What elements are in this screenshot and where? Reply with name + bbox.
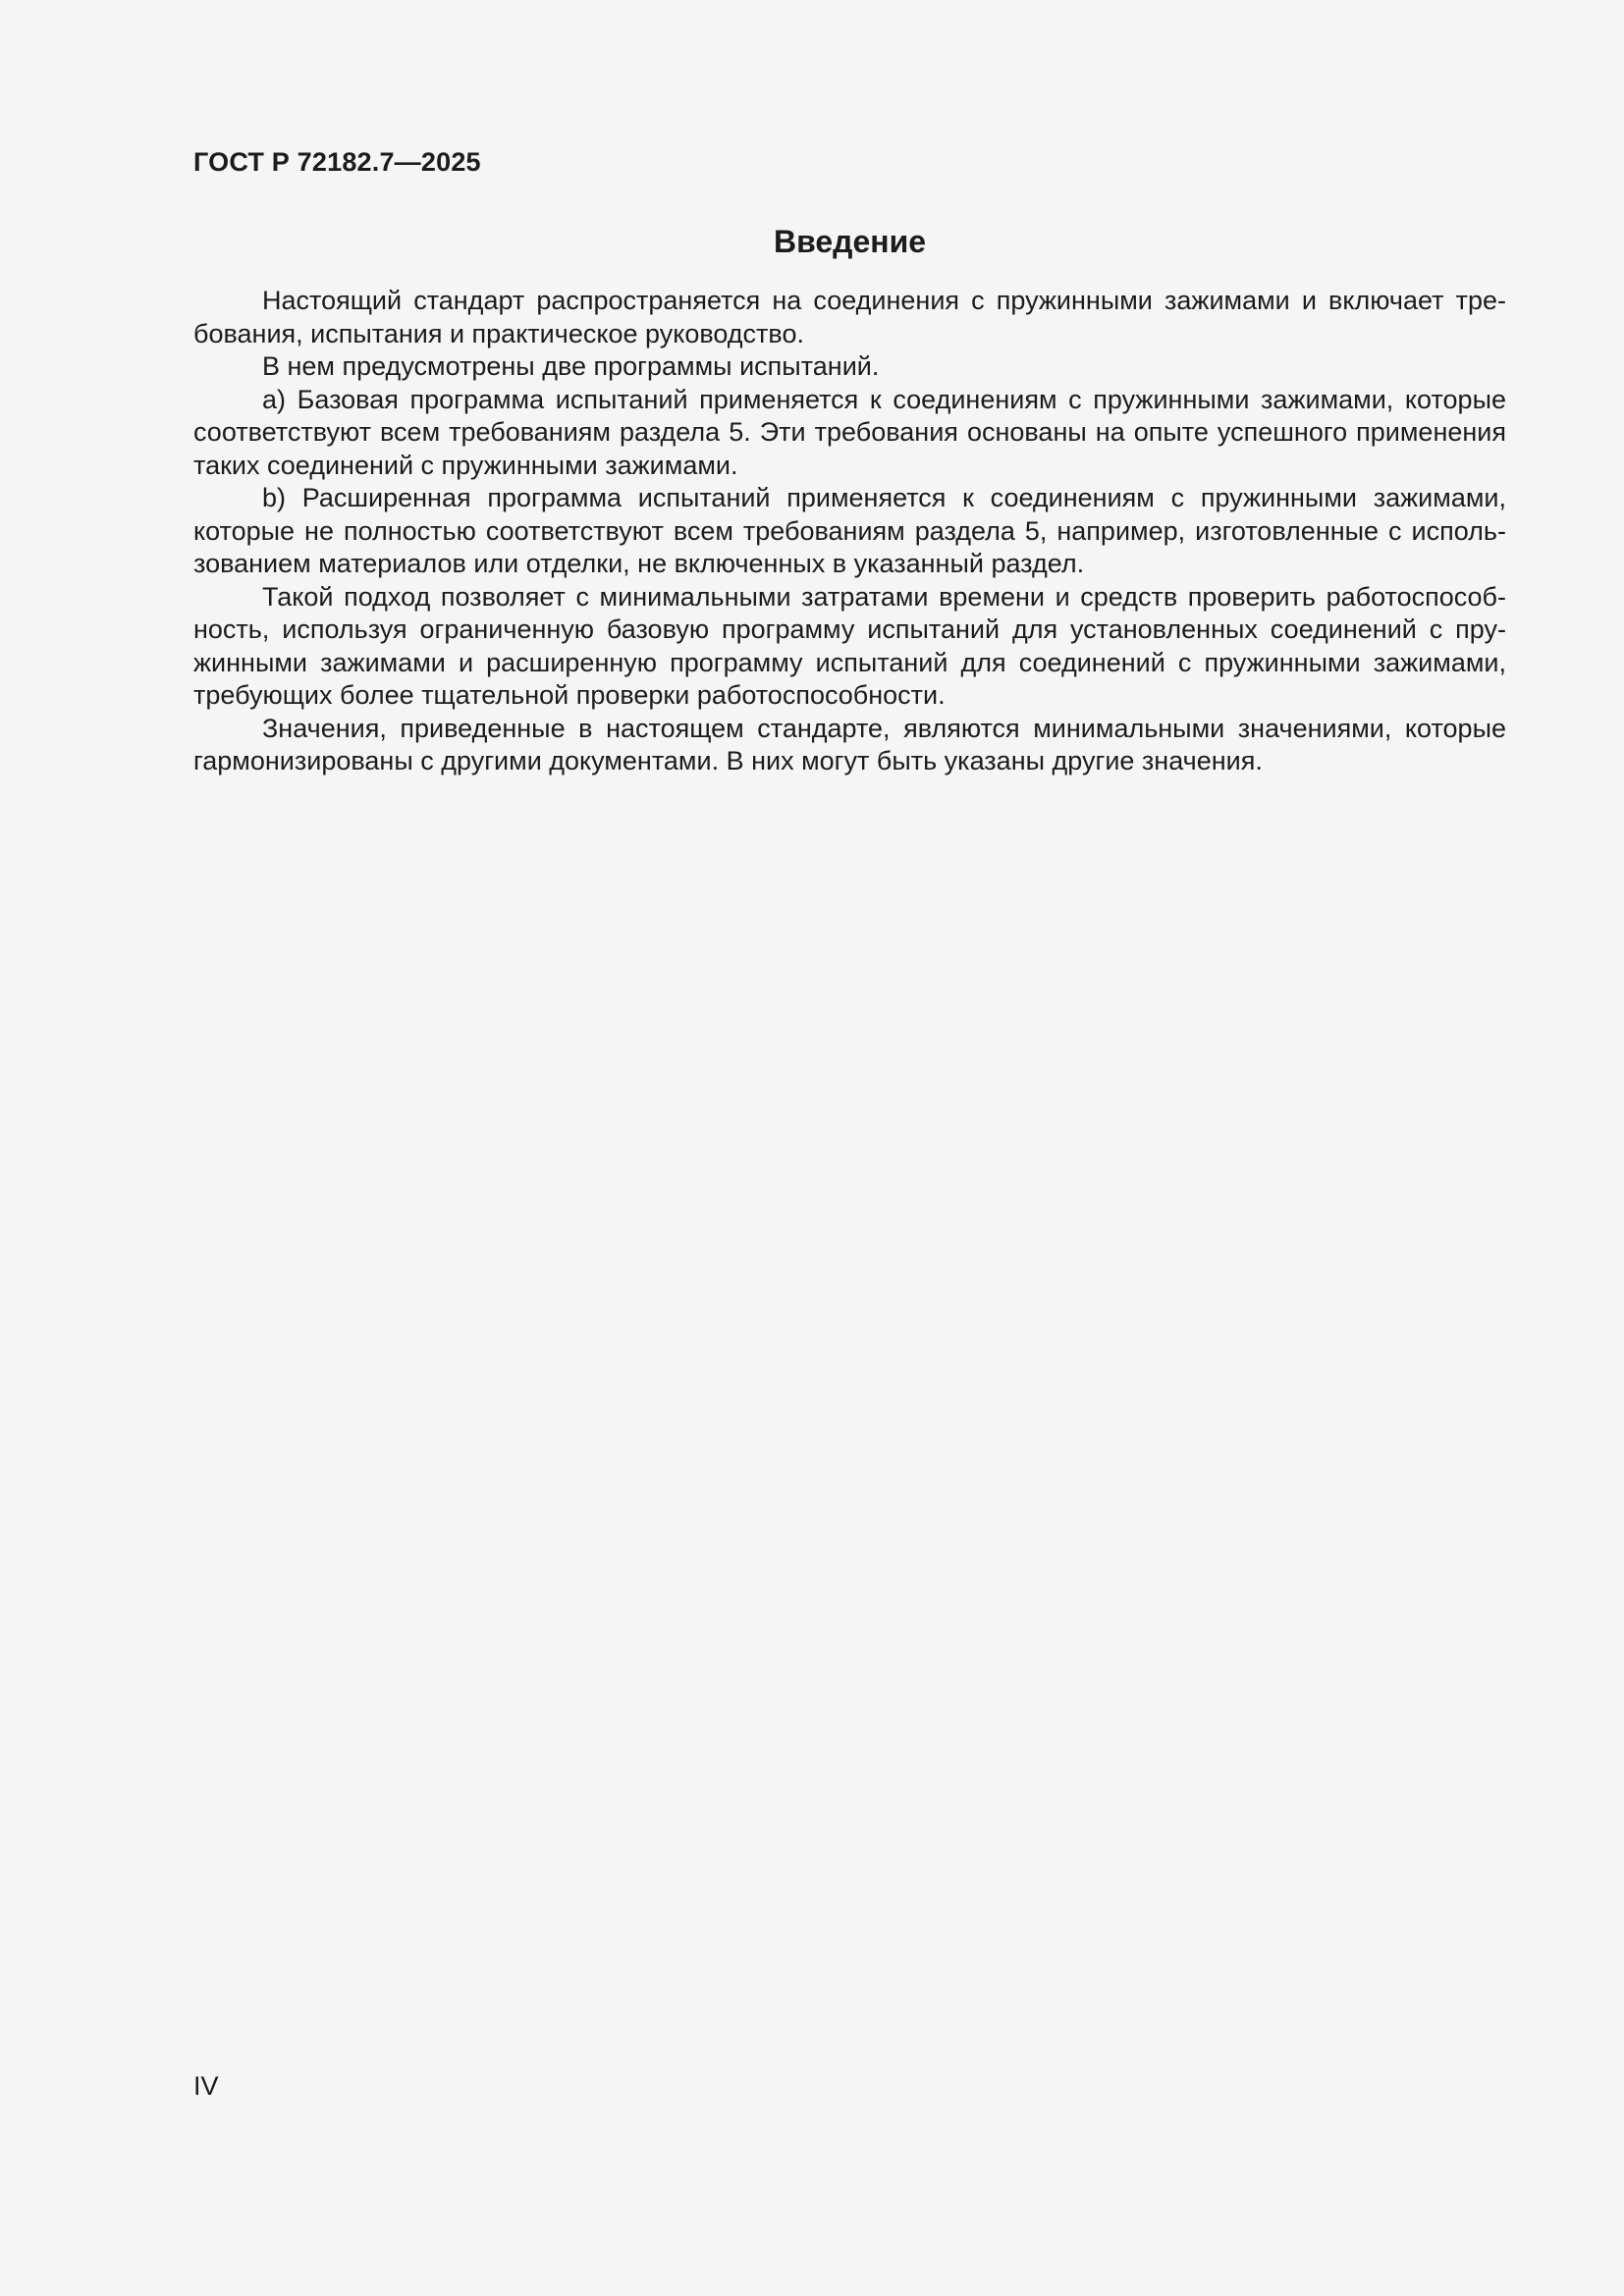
paragraph-approach: Такой подход позволяет с минимальными затратами времени и средств проверить работоспособность, используя ограниченную базовую программу испытаний для установленных соединений с пружинными зажимами и расширенную программу испытаний для соединений с пружинными зажимами, требующих более тщательной проверки работоспособности. (193, 581, 1506, 710)
list-item-extended-program: b) Расширенная программа испытаний применяется к соединениям с пружинными зажимами, которые не полностью соответствуют всем требованиям раздела 5, например, изготовленные с использованием материалов или отделки, не включенных в указанный раздел. (193, 483, 1506, 578)
section-body (193, 285, 1506, 778)
paragraph-values: Значения, приведенные в настоящем стандарте, являются минимальными значениями, которые гармонизированы с другими документами. В них могут быть указаны другие значения. (193, 713, 1506, 775)
standard-designation: ГОСТ Р 72182.7—2025 (193, 147, 481, 177)
page-number: IV (193, 2071, 219, 2101)
list-item-basic-program: a) Базовая программа испытаний применяется к соединениям с пружинными зажимами, которые соответствуют всем требованиям раздела 5. Эти требования основаны на опыте успешного применения таких соединений с пружинными зажимами. (193, 384, 1506, 480)
paragraph-programs-intro: В нем предусмотрены две программы испытаний. (262, 351, 880, 381)
section-title: Введение (773, 224, 927, 259)
paragraph-scope: Настоящий стандарт распространяется на соединения с пружинными зажимами и включает требования, испытания и практическое руководство. (193, 286, 1506, 348)
